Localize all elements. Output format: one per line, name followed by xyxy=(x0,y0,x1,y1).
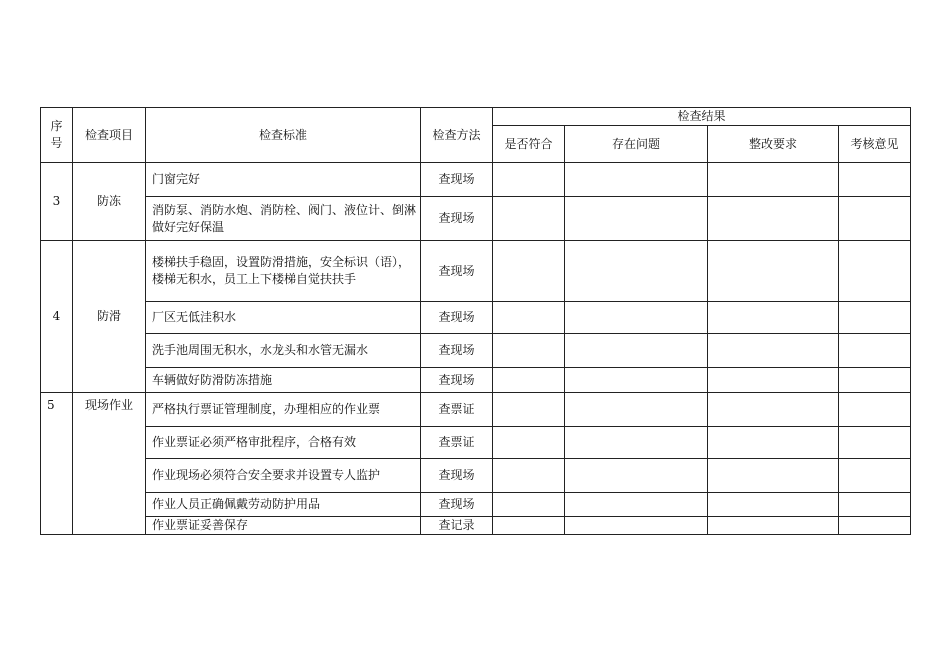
standard-cell: 严格执行票证管理制度，办理相应的作业票 xyxy=(146,393,421,427)
rectify-cell xyxy=(708,302,839,334)
group-item: 防滑 xyxy=(73,241,146,393)
problem-cell xyxy=(565,459,708,493)
table-row xyxy=(41,493,911,517)
header-standard: 检查标准 xyxy=(146,108,421,163)
rectify-cell xyxy=(708,368,839,393)
rectify-cell xyxy=(708,393,839,427)
table-row xyxy=(41,302,911,334)
inspection-table xyxy=(40,107,911,535)
header-method: 检查方法 xyxy=(421,108,493,163)
header-result: 检查结果 xyxy=(493,108,911,126)
method-cell: 查现场 xyxy=(421,241,493,302)
conform-cell xyxy=(493,517,565,535)
opinion-cell xyxy=(839,459,911,493)
rectify-cell xyxy=(708,163,839,197)
problem-cell xyxy=(565,368,708,393)
table-row xyxy=(41,517,911,535)
conform-cell xyxy=(493,427,565,459)
table-row xyxy=(41,163,911,197)
opinion-cell xyxy=(839,517,911,535)
problem-cell xyxy=(565,427,708,459)
rectify-cell xyxy=(708,459,839,493)
conform-cell xyxy=(493,334,565,368)
table-row xyxy=(41,197,911,241)
rectify-cell xyxy=(708,517,839,535)
standard-cell: 门窗完好 xyxy=(146,163,421,197)
standard-cell: 作业票证必须严格审批程序，合格有效 xyxy=(146,427,421,459)
rectify-cell xyxy=(708,334,839,368)
opinion-cell xyxy=(839,493,911,517)
opinion-cell xyxy=(839,334,911,368)
standard-cell: 厂区无低洼积水 xyxy=(146,302,421,334)
table-row xyxy=(41,241,911,302)
problem-cell xyxy=(565,163,708,197)
problem-cell xyxy=(565,302,708,334)
standard-cell: 车辆做好防滑防冻措施 xyxy=(146,368,421,393)
problem-cell xyxy=(565,517,708,535)
opinion-cell xyxy=(839,427,911,459)
method-cell: 查票证 xyxy=(421,393,493,427)
rectify-cell xyxy=(708,493,839,517)
method-cell: 查现场 xyxy=(421,493,493,517)
table-row xyxy=(41,393,911,427)
method-cell: 查现场 xyxy=(421,459,493,493)
method-cell: 查票证 xyxy=(421,427,493,459)
problem-cell xyxy=(565,393,708,427)
group-seq: 3 xyxy=(41,163,73,241)
standard-cell: 作业人员正确佩戴劳动防护用品 xyxy=(146,493,421,517)
method-cell: 查现场 xyxy=(421,197,493,241)
opinion-cell xyxy=(839,393,911,427)
group-item: 防冻 xyxy=(73,163,146,241)
standard-cell: 作业票证妥善保存 xyxy=(146,517,421,535)
conform-cell xyxy=(493,241,565,302)
standard-cell: 消防泵、消防水炮、消防栓、阀门、液位计、倒淋做好完好保温 xyxy=(146,197,421,241)
rectify-cell xyxy=(708,197,839,241)
group-seq: 5 xyxy=(41,393,73,535)
method-cell: 查现场 xyxy=(421,302,493,334)
standard-cell: 作业现场必须符合安全要求并设置专人监护 xyxy=(146,459,421,493)
opinion-cell xyxy=(839,241,911,302)
problem-cell xyxy=(565,197,708,241)
conform-cell xyxy=(493,302,565,334)
table-row xyxy=(41,459,911,493)
rectify-cell xyxy=(708,427,839,459)
conform-cell xyxy=(493,493,565,517)
table-row xyxy=(41,427,911,459)
conform-cell xyxy=(493,197,565,241)
problem-cell xyxy=(565,493,708,517)
header-rectify: 整改要求 xyxy=(708,126,839,163)
method-cell: 查现场 xyxy=(421,368,493,393)
header-conform: 是否符合 xyxy=(493,126,565,163)
conform-cell xyxy=(493,368,565,393)
standard-cell: 楼梯扶手稳固，设置防滑措施，安全标识（语），楼梯无积水，员工上下楼梯自觉扶扶手 xyxy=(146,241,421,302)
standard-cell: 洗手池周围无积水，水龙头和水管无漏水 xyxy=(146,334,421,368)
conform-cell xyxy=(493,393,565,427)
header-item: 检查项目 xyxy=(73,108,146,163)
opinion-cell xyxy=(839,368,911,393)
conform-cell xyxy=(493,163,565,197)
method-cell: 查记录 xyxy=(421,517,493,535)
problem-cell xyxy=(565,334,708,368)
method-cell: 查现场 xyxy=(421,334,493,368)
table-row xyxy=(41,334,911,368)
header-opinion: 考核意见 xyxy=(839,126,911,163)
rectify-cell xyxy=(708,241,839,302)
opinion-cell xyxy=(839,163,911,197)
conform-cell xyxy=(493,459,565,493)
header-problem: 存在问题 xyxy=(565,126,708,163)
header-seq: 序号 xyxy=(41,108,73,163)
opinion-cell xyxy=(839,197,911,241)
opinion-cell xyxy=(839,302,911,334)
group-seq: 4 xyxy=(41,241,73,393)
table-row xyxy=(41,368,911,393)
method-cell: 查现场 xyxy=(421,163,493,197)
group-item: 现场作业 xyxy=(73,393,146,535)
problem-cell xyxy=(565,241,708,302)
